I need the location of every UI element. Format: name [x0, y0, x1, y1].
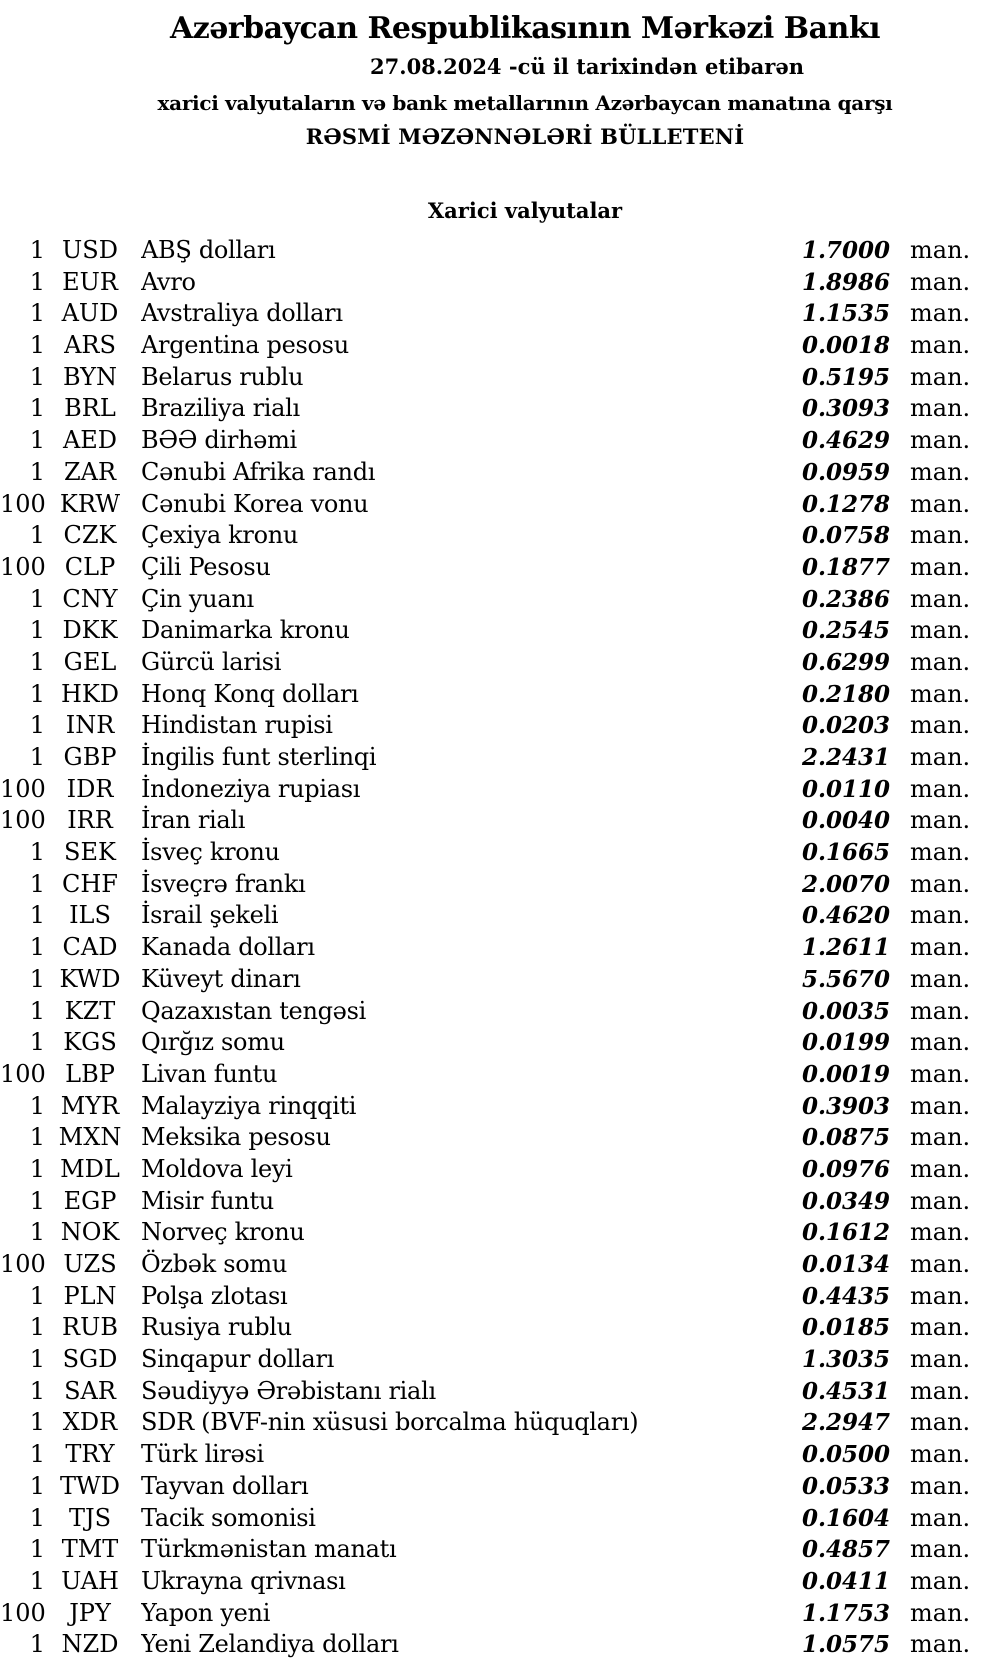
table-row [0, 679, 1000, 711]
row-rate-value: 0.0411 [801, 1567, 890, 1595]
table-row [0, 330, 1000, 362]
row-currency-code: ARS [64, 331, 116, 360]
row-rate-value: 0.0533 [801, 1472, 890, 1500]
row-unit-label: man. [910, 1471, 971, 1500]
row-currency-name: Küveyt dinarı [141, 964, 301, 993]
row-currency-code: ILS [69, 901, 111, 930]
row-currency-code: IRR [67, 806, 113, 835]
row-unit-label: man. [910, 236, 971, 264]
row-currency-name: Çin yuanı [141, 584, 254, 613]
row-rate-value: 0.1665 [801, 839, 890, 867]
row-unit-label: man. [910, 584, 971, 613]
row-currency-name: Avstraliya dolları [141, 299, 343, 328]
row-currency-code: TWD [60, 1471, 120, 1500]
row-quantity: 1 [29, 1028, 45, 1057]
row-currency-code: UAH [61, 1566, 119, 1595]
row-unit-label: man. [910, 901, 971, 930]
row-quantity: 1 [29, 457, 45, 486]
row-currency-name: Livan funtu [141, 1059, 278, 1088]
row-quantity: 100 [0, 1250, 46, 1278]
row-unit-label: man. [910, 743, 971, 771]
row-currency-name: Braziliya rialı [141, 394, 300, 423]
row-unit-label: man. [910, 552, 971, 581]
row-currency-name: Argentina pesosu [141, 331, 349, 360]
row-currency-code: BRL [64, 394, 116, 423]
row-quantity: 100 [0, 552, 46, 581]
row-currency-code: XDR [62, 1408, 118, 1437]
row-currency-name: Norveç kronu [141, 1218, 305, 1247]
row-currency-name: Belarus rublu [141, 362, 304, 391]
row-quantity: 1 [29, 616, 45, 645]
row-quantity: 100 [0, 1059, 46, 1088]
table-row [0, 489, 1000, 521]
table-row [0, 362, 1000, 394]
row-currency-name: Yapon yeni [141, 1598, 271, 1627]
table-row [0, 900, 1000, 932]
row-currency-code: HKD [60, 679, 120, 708]
row-quantity: 1 [29, 1440, 45, 1469]
row-unit-label: man. [910, 489, 971, 518]
row-rate-value: 0.5195 [801, 363, 890, 391]
row-quantity: 1 [29, 743, 45, 771]
row-quantity: 100 [0, 806, 46, 835]
row-currency-code: GBP [63, 743, 117, 771]
table-row [0, 647, 1000, 679]
row-quantity: 1 [29, 869, 45, 898]
row-currency-name: Cənubi Afrika randı [141, 457, 376, 486]
table-row [0, 1027, 1000, 1059]
subtitle-line: xarici valyutaların və bank metallarının Azərbaycan manatına qarşı [157, 91, 893, 115]
row-quantity: 100 [0, 774, 46, 803]
row-rate-value: 2.2947 [801, 1409, 890, 1437]
row-rate-value: 0.0040 [801, 807, 890, 835]
row-quantity: 1 [29, 1154, 45, 1183]
row-rate-value: 0.0758 [801, 522, 890, 550]
row-unit-label: man. [910, 806, 971, 835]
row-currency-name: Özbək somu [141, 1250, 288, 1278]
row-currency-code: GEL [63, 647, 117, 676]
row-rate-value: 1.2611 [801, 934, 890, 962]
row-rate-value: 2.2431 [801, 744, 890, 771]
row-unit-label: man. [910, 964, 971, 993]
table-row [0, 1059, 1000, 1091]
row-currency-code: KRW [59, 489, 121, 518]
row-unit-label: man. [910, 996, 971, 1025]
row-unit-label: man. [910, 1376, 971, 1405]
row-currency-code: RUB [62, 1313, 118, 1342]
bank-name-title: Azərbaycan Respublikasının Mərkəzi Bankı [169, 11, 881, 46]
row-quantity: 1 [29, 1123, 45, 1152]
row-unit-label: man. [910, 1598, 971, 1627]
row-unit-label: man. [910, 1345, 971, 1374]
row-currency-name: Tayvan dolları [141, 1471, 309, 1500]
row-rate-value: 0.0199 [801, 1029, 890, 1057]
row-currency-name: Kanada dolları [141, 933, 315, 962]
row-rate-value: 0.0035 [801, 997, 890, 1025]
table-row [0, 1281, 1000, 1313]
table-row [0, 615, 1000, 647]
row-rate-value: 0.0134 [801, 1251, 890, 1278]
row-unit-label: man. [910, 774, 971, 803]
row-quantity: 1 [29, 426, 45, 455]
row-rate-value: 0.2545 [801, 617, 890, 645]
table-row [0, 298, 1000, 330]
row-quantity: 1 [29, 933, 45, 962]
row-currency-name: Rusiya rublu [141, 1313, 292, 1342]
row-currency-name: Polşa zlotası [141, 1281, 288, 1310]
row-rate-value: 1.1535 [801, 300, 890, 328]
row-quantity: 1 [29, 1630, 45, 1659]
row-currency-name: Çexiya kronu [141, 521, 299, 550]
table-row [0, 1376, 1000, 1408]
row-unit-label: man. [910, 679, 971, 708]
row-quantity: 1 [29, 838, 45, 867]
row-currency-code: IDR [66, 774, 114, 803]
table-row [0, 1629, 1000, 1661]
row-rate-value: 0.0500 [801, 1441, 890, 1469]
row-unit-label: man. [910, 331, 971, 360]
table-row [0, 1091, 1000, 1123]
row-currency-name: İsveç kronu [141, 838, 280, 867]
row-quantity: 1 [29, 1408, 45, 1437]
row-rate-value: 0.0110 [801, 775, 890, 803]
row-rate-value: 0.3903 [801, 1092, 890, 1120]
row-currency-name: Yeni Zelandiya dolları [141, 1630, 399, 1659]
row-currency-name: Avro [141, 267, 196, 296]
table-row [0, 1249, 1000, 1281]
row-currency-code: DKK [62, 616, 118, 645]
row-currency-name: Meksika pesosu [141, 1123, 331, 1152]
row-currency-code: MXN [58, 1123, 122, 1152]
row-unit-label: man. [910, 299, 971, 328]
row-currency-name: Malayziya rinqqiti [141, 1091, 357, 1120]
row-currency-code: SAR [64, 1376, 116, 1405]
row-currency-name: İran rialı [141, 806, 246, 835]
row-currency-code: CHF [62, 869, 118, 898]
row-currency-name: İndoneziya rupiası [141, 774, 361, 803]
row-currency-name: Sinqapur dolları [141, 1345, 334, 1374]
effective-date-line: 27.08.2024 -cü il tarixindən etibarən [370, 54, 804, 79]
row-quantity: 1 [29, 331, 45, 360]
row-currency-name: Danimarka kronu [141, 616, 350, 645]
table-row [0, 869, 1000, 901]
row-rate-value: 0.4620 [801, 902, 890, 930]
row-currency-code: KWD [59, 964, 121, 993]
row-currency-code: CAD [62, 933, 118, 962]
row-currency-code: USD [62, 236, 118, 264]
table-row [0, 932, 1000, 964]
row-currency-name: Honq Konq dolları [141, 679, 359, 708]
row-currency-name: İsrail şekeli [141, 901, 279, 930]
row-rate-value: 1.3035 [801, 1346, 890, 1374]
table-row [0, 235, 1000, 267]
row-currency-code: AED [62, 426, 118, 455]
row-currency-code: NOK [60, 1218, 120, 1247]
row-currency-name: BƏƏ dirhəmi [141, 426, 297, 455]
row-rate-value: 0.3093 [801, 395, 890, 423]
row-quantity: 100 [0, 489, 46, 518]
row-quantity: 1 [29, 394, 45, 423]
row-currency-code: MYR [60, 1091, 120, 1120]
row-quantity: 1 [29, 1186, 45, 1215]
row-rate-value: 0.4531 [801, 1377, 890, 1405]
row-quantity: 1 [29, 1091, 45, 1120]
row-rate-value: 0.0203 [801, 712, 890, 740]
row-unit-label: man. [910, 1630, 971, 1659]
row-currency-name: Misir funtu [141, 1186, 274, 1215]
row-unit-label: man. [910, 1440, 971, 1469]
row-currency-code: EUR [62, 267, 118, 296]
row-rate-value: 2.0070 [801, 870, 890, 898]
row-currency-name: Qırğız somu [141, 1028, 285, 1057]
row-unit-label: man. [910, 394, 971, 423]
row-quantity: 1 [29, 1345, 45, 1374]
row-quantity: 1 [29, 901, 45, 930]
row-currency-code: INR [65, 711, 115, 740]
row-rate-value: 0.4435 [801, 1282, 890, 1310]
row-currency-code: NZD [61, 1630, 119, 1659]
row-quantity: 1 [29, 267, 45, 296]
row-quantity: 1 [29, 679, 45, 708]
row-quantity: 1 [29, 299, 45, 328]
row-currency-code: AUD [61, 299, 119, 328]
table-row [0, 393, 1000, 425]
row-rate-value: 1.7000 [801, 237, 890, 264]
table-row [0, 1344, 1000, 1376]
row-rate-value: 0.6299 [801, 648, 890, 676]
row-quantity: 1 [29, 362, 45, 391]
table-row [0, 1503, 1000, 1535]
row-rate-value: 0.1604 [801, 1504, 890, 1532]
table-row [0, 1598, 1000, 1630]
row-currency-code: UZS [63, 1250, 117, 1278]
section-title-foreign-currencies: Xarici valyutalar [427, 198, 623, 223]
row-currency-name: Türk lirəsi [141, 1440, 264, 1469]
row-rate-value: 0.1612 [801, 1219, 890, 1247]
row-rate-value: 0.1877 [801, 553, 890, 581]
row-currency-name: İngilis funt sterlinqi [141, 743, 377, 771]
row-rate-value: 0.0875 [801, 1124, 890, 1152]
document-header [50, 12, 1000, 226]
table-row [0, 805, 1000, 837]
row-rate-value: 1.8986 [801, 268, 890, 296]
row-quantity: 1 [29, 584, 45, 613]
table-row [0, 1154, 1000, 1186]
table-row [0, 584, 1000, 616]
table-row [0, 1407, 1000, 1439]
row-unit-label: man. [910, 426, 971, 455]
row-unit-label: man. [910, 1250, 971, 1278]
row-unit-label: man. [910, 933, 971, 962]
row-quantity: 1 [29, 996, 45, 1025]
table-row [0, 710, 1000, 742]
row-quantity: 1 [29, 1218, 45, 1247]
row-currency-name: Cənubi Korea vonu [141, 489, 369, 518]
table-row [0, 1471, 1000, 1503]
row-unit-label: man. [910, 1535, 971, 1564]
row-currency-code: KZT [64, 996, 116, 1025]
table-row [0, 837, 1000, 869]
row-currency-code: CLP [64, 552, 116, 581]
row-unit-label: man. [910, 1123, 971, 1152]
row-quantity: 1 [29, 1535, 45, 1564]
table-row [0, 742, 1000, 774]
table-row [0, 457, 1000, 489]
row-rate-value: 0.4857 [801, 1536, 890, 1564]
row-unit-label: man. [910, 711, 971, 740]
row-rate-value: 0.4629 [801, 427, 890, 455]
row-currency-code: SGD [62, 1345, 118, 1374]
table-row [0, 996, 1000, 1028]
row-currency-code: SEK [64, 838, 116, 867]
row-currency-code: EGP [63, 1186, 117, 1215]
row-quantity: 1 [29, 647, 45, 676]
row-rate-value: 0.0185 [801, 1314, 890, 1342]
row-unit-label: man. [910, 267, 971, 296]
row-currency-code: CNY [62, 584, 118, 613]
row-rate-value: 1.0575 [801, 1631, 890, 1659]
row-rate-value: 0.0018 [801, 332, 890, 360]
row-quantity: 1 [29, 236, 45, 264]
row-unit-label: man. [910, 1566, 971, 1595]
row-rate-value: 0.1278 [801, 490, 890, 518]
row-rate-value: 0.0349 [801, 1187, 890, 1215]
bulletin-page [0, 12, 1000, 1675]
row-quantity: 1 [29, 964, 45, 993]
bulletin-title: RƏSMİ MƏZƏNNƏLƏRİ BÜLLETENİ [305, 124, 745, 149]
row-quantity: 100 [0, 1598, 46, 1627]
row-currency-code: TJS [68, 1503, 112, 1532]
row-currency-name: Səudiyyə Ərəbistanı rialı [141, 1376, 436, 1405]
row-currency-name: Hindistan rupisi [141, 711, 333, 740]
row-quantity: 1 [29, 1376, 45, 1405]
row-rate-value: 5.5670 [801, 965, 890, 993]
table-row [0, 1439, 1000, 1471]
row-unit-label: man. [910, 1218, 971, 1247]
table-row [0, 964, 1000, 996]
row-unit-label: man. [910, 1154, 971, 1183]
row-rate-value: 0.2180 [801, 680, 890, 708]
row-currency-code: BYN [62, 362, 118, 391]
row-unit-label: man. [910, 1408, 971, 1437]
table-row [0, 1217, 1000, 1249]
row-quantity: 1 [29, 1503, 45, 1532]
table-row [0, 520, 1000, 552]
table-row [0, 1566, 1000, 1598]
row-currency-name: Qazaxıstan tengəsi [141, 996, 366, 1025]
table-row [0, 1122, 1000, 1154]
row-unit-label: man. [910, 647, 971, 676]
row-currency-name: Ukrayna qrivnası [141, 1566, 346, 1595]
table-row [0, 1186, 1000, 1218]
row-currency-code: CZK [63, 521, 117, 550]
row-quantity: 1 [29, 1313, 45, 1342]
row-currency-code: PLN [63, 1281, 117, 1310]
table-row [0, 1312, 1000, 1344]
row-quantity: 1 [29, 1566, 45, 1595]
row-unit-label: man. [910, 1186, 971, 1215]
row-rate-value: 0.0959 [801, 458, 890, 486]
row-unit-label: man. [910, 1028, 971, 1057]
row-currency-code: JPY [69, 1598, 111, 1627]
row-quantity: 1 [29, 1471, 45, 1500]
table-row [0, 774, 1000, 806]
row-unit-label: man. [910, 869, 971, 898]
row-currency-code: ZAR [63, 457, 117, 486]
row-unit-label: man. [910, 616, 971, 645]
row-currency-name: Tacik somonisi [141, 1503, 316, 1532]
rates-table [0, 235, 1000, 1661]
row-currency-name: Türkmənistan manatı [141, 1535, 397, 1564]
table-row [0, 425, 1000, 457]
row-unit-label: man. [910, 521, 971, 550]
row-quantity: 1 [29, 1281, 45, 1310]
row-unit-label: man. [910, 1059, 971, 1088]
row-currency-name: Gürcü larisi [141, 647, 282, 676]
row-currency-code: LBP [65, 1059, 115, 1088]
table-row [0, 1534, 1000, 1566]
row-currency-name: ABŞ dolları [141, 236, 276, 264]
row-unit-label: man. [910, 1091, 971, 1120]
row-currency-code: TRY [65, 1440, 115, 1469]
row-unit-label: man. [910, 1503, 971, 1532]
row-unit-label: man. [910, 457, 971, 486]
row-currency-code: MDL [60, 1154, 120, 1183]
row-rate-value: 0.0976 [801, 1155, 890, 1183]
row-currency-name: Çili Pesosu [141, 552, 271, 581]
row-currency-code: KGS [63, 1028, 117, 1057]
row-rate-value: 0.2386 [801, 585, 890, 613]
row-rate-value: 1.1753 [801, 1599, 890, 1627]
row-unit-label: man. [910, 362, 971, 391]
row-unit-label: man. [910, 838, 971, 867]
table-row [0, 267, 1000, 299]
row-currency-name: İsveçrə frankı [141, 869, 306, 898]
row-rate-value: 0.0019 [801, 1060, 890, 1088]
row-unit-label: man. [910, 1281, 971, 1310]
table-row [0, 552, 1000, 584]
row-quantity: 1 [29, 521, 45, 550]
row-currency-code: TMT [61, 1535, 119, 1564]
row-unit-label: man. [910, 1313, 971, 1342]
row-quantity: 1 [29, 711, 45, 740]
row-currency-name: Moldova leyi [141, 1154, 293, 1183]
row-currency-name: SDR (BVF-nin xüsusi borcalma hüquqları) [141, 1408, 639, 1437]
